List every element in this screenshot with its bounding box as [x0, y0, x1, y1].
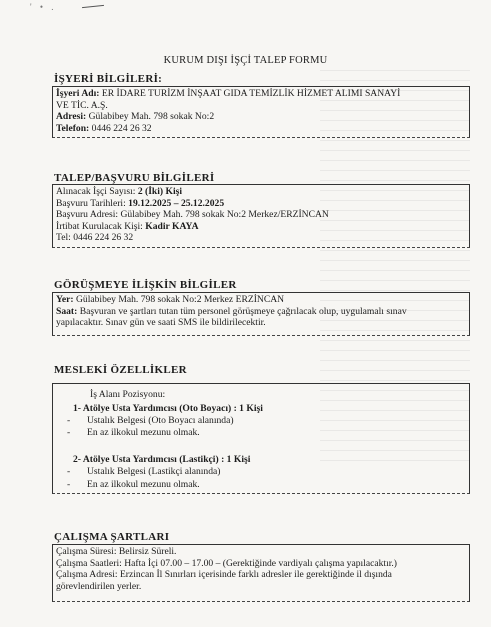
interview-time-value-1: Başvuran ve şartları tutan tüm personel görüşmeye çağrılacak olup, uygulamalı sınav — [79, 305, 407, 317]
request-dates-label: Başvuru Tarihleri: — [56, 197, 126, 209]
workplace-name-cont: VE TİC. A.Ş. — [56, 99, 108, 111]
position-2-req1: Ustalık Belgesi (Lastikçi alanında) — [87, 466, 221, 477]
position-1-title: 1- Atölye Usta Yardımcısı (Oto Boyacı) : 1 Kişi — [73, 403, 263, 414]
professional-heading: MESLEKİ ÖZELLİKLER — [54, 364, 187, 376]
workplace-phone-value: 0446 224 26 32 — [91, 122, 152, 134]
request-dates-value: 19.12.2025 – 25.12.2025 — [128, 197, 225, 209]
interview-place-value: Gülabibey Mah. 798 sokak No:2 Merkez ERZİNCAN — [75, 294, 285, 305]
work-conditions-box — [52, 544, 470, 602]
request-phone-value: 0446 224 26 32 — [73, 232, 134, 244]
request-count-value: 2 (İki) Kişi — [137, 186, 183, 197]
position-2-req1-bullet: - — [67, 466, 71, 477]
position-label: İş Alanı Pozisyonu: — [90, 389, 166, 400]
position-1-req2: En az ilkokul mezunu olmak. — [87, 427, 200, 438]
interview-place-label: Yer: — [56, 294, 74, 305]
request-count-line — [56, 186, 466, 198]
form-title: KURUM DIŞI İŞÇİ TALEP FORMU — [163, 55, 328, 66]
scan-specks: ' • . — [30, 2, 57, 12]
request-count-label: Alınacak İşçi Sayısı: — [56, 186, 136, 197]
interview-time-cont: yapılacaktır. Sınav gün ve saati SMS ile bildirilecektir. — [56, 317, 266, 329]
work-address-2: görevlendirilen yerler. — [56, 580, 142, 592]
workplace-phone-label: Telefon: — [56, 122, 90, 134]
interview-heading: GÖRÜŞMEYE İLİŞKİN BİLGİLER — [54, 279, 237, 291]
position-1-req2-bullet: - — [67, 427, 71, 438]
request-contact-label: İrtibat Kurulacak Kişi: — [56, 220, 143, 232]
workplace-address-value: Gülabibey Mah. 798 sokak No:2 — [88, 111, 215, 123]
interview-time-label: Saat: — [56, 305, 78, 317]
request-contact-line — [56, 221, 466, 233]
workplace-heading: İŞYERİ BİLGİLERİ: — [54, 73, 163, 85]
work-conditions-heading: ÇALIŞMA ŞARTLARI — [54, 531, 170, 543]
professional-box — [52, 383, 470, 494]
request-address-line — [56, 209, 466, 221]
position-1-req1-bullet: - — [67, 415, 71, 426]
workplace-address-label: Adresi: — [56, 111, 87, 123]
interview-time-line — [56, 306, 466, 318]
request-box — [52, 184, 470, 248]
request-dates-line — [56, 198, 466, 210]
request-phone-label: Tel: — [56, 232, 71, 244]
request-address-label: Başvuru Adresi: — [56, 209, 119, 221]
position-1-req1: Ustalık Belgesi (Oto Boyacı alanında) — [87, 415, 234, 426]
work-address-1: Çalışma Adresi: Erzincan İl Sınırları içerisinde farklı adresler ile gerektiğinde il dışında — [56, 569, 392, 581]
position-2-title: 2- Atölye Usta Yardımcısı (Lastikçi) : 1 Kişi — [73, 454, 251, 465]
interview-box — [52, 292, 470, 336]
workplace-address-line — [56, 111, 466, 123]
scan-mark — [82, 5, 104, 8]
workplace-name-value: ER İDARE TURİZM İNŞAAT GIDA TEMİZLİK HİZMET ALIMI SANAYİ — [101, 88, 401, 99]
workplace-name-label: İşyeri Adı: — [56, 88, 100, 99]
workplace-name-line — [56, 88, 466, 100]
request-phone-line — [56, 232, 466, 244]
work-duration: Çalışma Süresi: Belirsiz Süreli. — [56, 546, 177, 557]
interview-place-line — [56, 294, 466, 306]
request-address-value: Gülabibey Mah. 798 sokak No:2 Merkez/ERZİNCAN — [120, 209, 329, 221]
workplace-box — [52, 86, 470, 138]
request-contact-value: Kadir KAYA — [145, 220, 199, 232]
workplace-phone-line — [56, 123, 466, 135]
position-2-req2: En az ilkokul mezunu olmak. — [87, 479, 200, 490]
work-hours: Çalışma Saatleri: Hafta İçi 07.00 – 17.00 – (Gerektiğinde vardiyalı çalışma yapılacaktır.) — [56, 557, 397, 569]
position-2-req2-bullet: - — [67, 479, 71, 490]
request-heading: TALEP/BAŞVURU BİLGİLERİ — [54, 172, 215, 184]
